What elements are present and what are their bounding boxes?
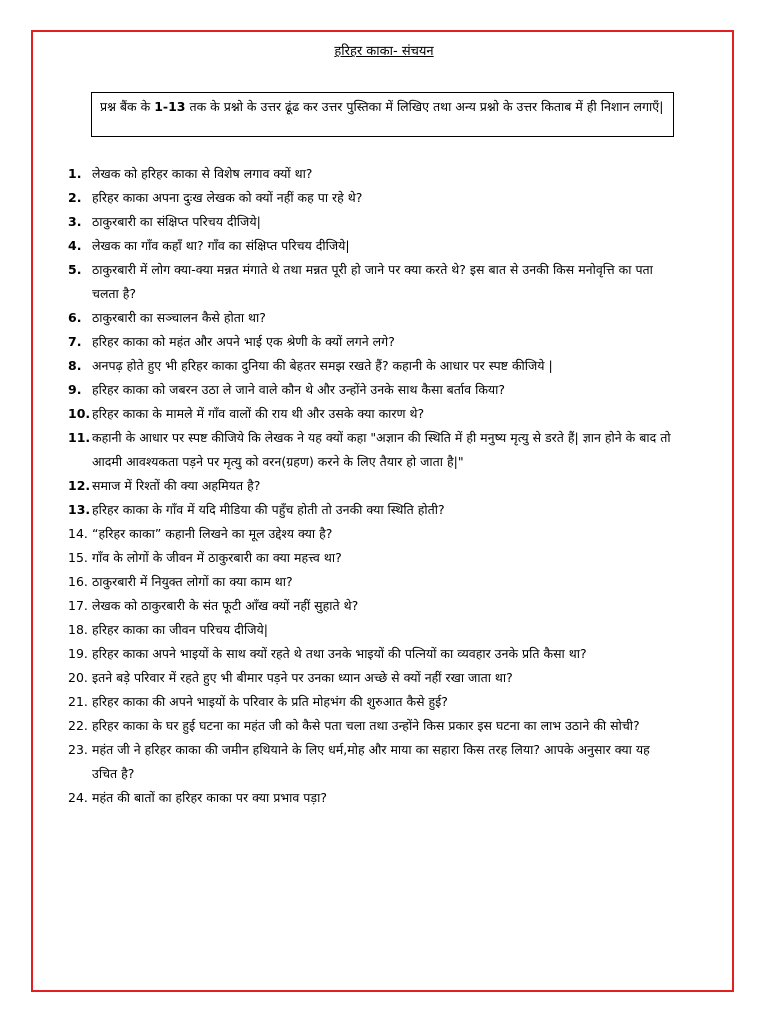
question-item (68, 234, 678, 258)
question-text: हरिहर काका अपने भाइयों के साथ क्यों रहते थे तथा उनके भाइयों की पत्नियों का व्यवहार उनके प्रति कैसा था? (92, 646, 587, 661)
question-item (68, 618, 678, 642)
question-item (68, 306, 678, 330)
question-text: हरिहर काका अपना दुःख लेखक को क्यों नहीं कह पा रहे थे? (92, 190, 363, 205)
instruction-box (91, 92, 674, 137)
question-text: ठाकुरबारी का सञ्चालन कैसे होता था? (92, 310, 266, 325)
instruction-range: 1-13 (154, 99, 186, 114)
question-item (68, 402, 678, 426)
question-number: 13. (68, 502, 91, 517)
question-text: ठाकुरबारी का संक्षिप्त परिचय दीजिये| (92, 214, 261, 229)
question-text: हरिहर काका को महंत और अपने भाई एक श्रेणी के क्यों लगने लगे? (92, 334, 395, 349)
question-number: 19. (68, 646, 88, 661)
question-text: महंत जी ने हरिहर काका की जमीन हथियाने के लिए धर्म,मोह और माया का सहारा किस तरह लिया? आपके अनुसार क्या यह उचित है? (92, 742, 650, 781)
question-item (68, 738, 678, 786)
question-item (68, 642, 678, 666)
question-text: अनपढ़ होते हुए भी हरिहर काका दुनिया की बेहतर समझ रखते हैं? कहानी के आधार पर स्पष्ट कीजिये | (92, 358, 553, 373)
question-number: 14. (68, 526, 88, 541)
question-number: 15. (68, 550, 88, 565)
question-number: 8. (68, 358, 82, 373)
question-item (68, 498, 678, 522)
question-number: 3. (68, 214, 82, 229)
question-item (68, 690, 678, 714)
question-text: लेखक का गाँव कहाँ था? गाँव का संक्षिप्त परिचय दीजिये| (92, 238, 350, 253)
question-item (68, 330, 678, 354)
question-number: 21. (68, 694, 88, 709)
question-text: महंत की बातों का हरिहर काका पर क्या प्रभाव पड़ा? (92, 790, 327, 805)
question-item (68, 378, 678, 402)
question-number: 1. (68, 166, 82, 181)
question-text: लेखक को ठाकुरबारी के संत फूटी आँख क्यों नहीं सुहाते थे? (92, 598, 359, 613)
question-number: 10. (68, 406, 91, 421)
question-number: 17. (68, 598, 88, 613)
question-item (68, 474, 678, 498)
question-text: हरिहर काका को जबरन उठा ले जाने वाले कौन थे और उन्होंने उनके साथ कैसा बर्ताव किया? (92, 382, 506, 397)
question-number: 2. (68, 190, 82, 205)
question-number: 9. (68, 382, 82, 397)
question-item (68, 426, 678, 474)
question-item (68, 210, 678, 234)
question-number: 7. (68, 334, 82, 349)
question-text: हरिहर काका के मामले में गाँव वालों की राय थी और उसके क्या कारण थे? (92, 406, 425, 421)
question-item (68, 186, 678, 210)
question-text: हरिहर काका के गाँव में यदि मीडिया की पहुँच होती तो उनकी क्या स्थिति होती? (92, 502, 445, 517)
question-item (68, 570, 678, 594)
question-number: 23. (68, 742, 88, 757)
question-number: 16. (68, 574, 88, 589)
question-number: 22. (68, 718, 88, 733)
question-text: हरिहर काका के घर हुई घटना का महंत जी को कैसे पता चला तथा उन्होंने किस प्रकार इस घटना का लाभ उठाने की सोची? (92, 718, 640, 733)
question-number: 18. (68, 622, 88, 637)
question-number: 12. (68, 478, 91, 493)
question-text: कहानी के आधार पर स्पष्ट कीजिये कि लेखक ने यह क्यों कहा "अज्ञान की स्थिति में ही मनुष्य मृत्यु से डरते हैं| ज्ञान होने के बाद तो आदमी आवश्यकता पड़ने पर मृत्यु को वरन(ग्रहण) करने के लिए तैयार हो जाता है|" (92, 430, 671, 469)
question-item (68, 714, 678, 738)
question-number: 4. (68, 238, 82, 253)
question-text: ठाकुरबारी में नियुक्त लोगों का क्या काम था? (92, 574, 293, 589)
question-text: हरिहर काका की अपने भाइयों के परिवार के प्रति मोहभंग की शुरुआत कैसे हुई? (92, 694, 448, 709)
question-item (68, 594, 678, 618)
question-number: 20. (68, 670, 88, 685)
question-text: समाज में रिश्तों की क्या अहमियत है? (92, 478, 261, 493)
instruction-text-end: तक के प्रश्नो के उत्तर ढूंढ कर उत्तर पुस्तिका में लिखिए तथा अन्य प्रश्नो के उत्तर किताब में ही निशान लगाएँ| (185, 99, 664, 114)
question-text: ठाकुरबारी में लोग क्या-क्या मन्नत मंगाते थे तथा मन्नत पूरी हो जाने पर क्या करते थे? इस बात से उनकी किस मनोवृत्ति का पता चलता है? (92, 262, 653, 301)
question-item (68, 786, 678, 810)
question-text: हरिहर काका का जीवन परिचय दीजिये| (92, 622, 269, 637)
question-number: 11. (68, 430, 91, 445)
question-item (68, 546, 678, 570)
question-text: इतने बड़े परिवार में रहते हुए भी बीमार पड़ने पर उनका ध्यान अच्छे से क्यों नहीं रखा जाता था? (92, 670, 513, 685)
question-list (68, 162, 678, 810)
question-item (68, 354, 678, 378)
question-item (68, 162, 678, 186)
question-text: गाँव के लोगों के जीवन में ठाकुरबारी का क्या महत्त्व था? (92, 550, 342, 565)
question-number: 24. (68, 790, 88, 805)
question-text: लेखक को हरिहर काका से विशेष लगाव क्यों था? (92, 166, 313, 181)
question-text: “हरिहर काका” कहानी लिखने का मूल उद्देश्य क्या है? (92, 526, 333, 541)
page-title: हरिहर काका- संचयन (334, 44, 434, 59)
instruction-text-start: प्रश्न बैंक के (100, 99, 155, 114)
question-item (68, 522, 678, 546)
question-number: 5. (68, 262, 82, 277)
question-item (68, 666, 678, 690)
question-item (68, 258, 678, 306)
question-number: 6. (68, 310, 82, 325)
